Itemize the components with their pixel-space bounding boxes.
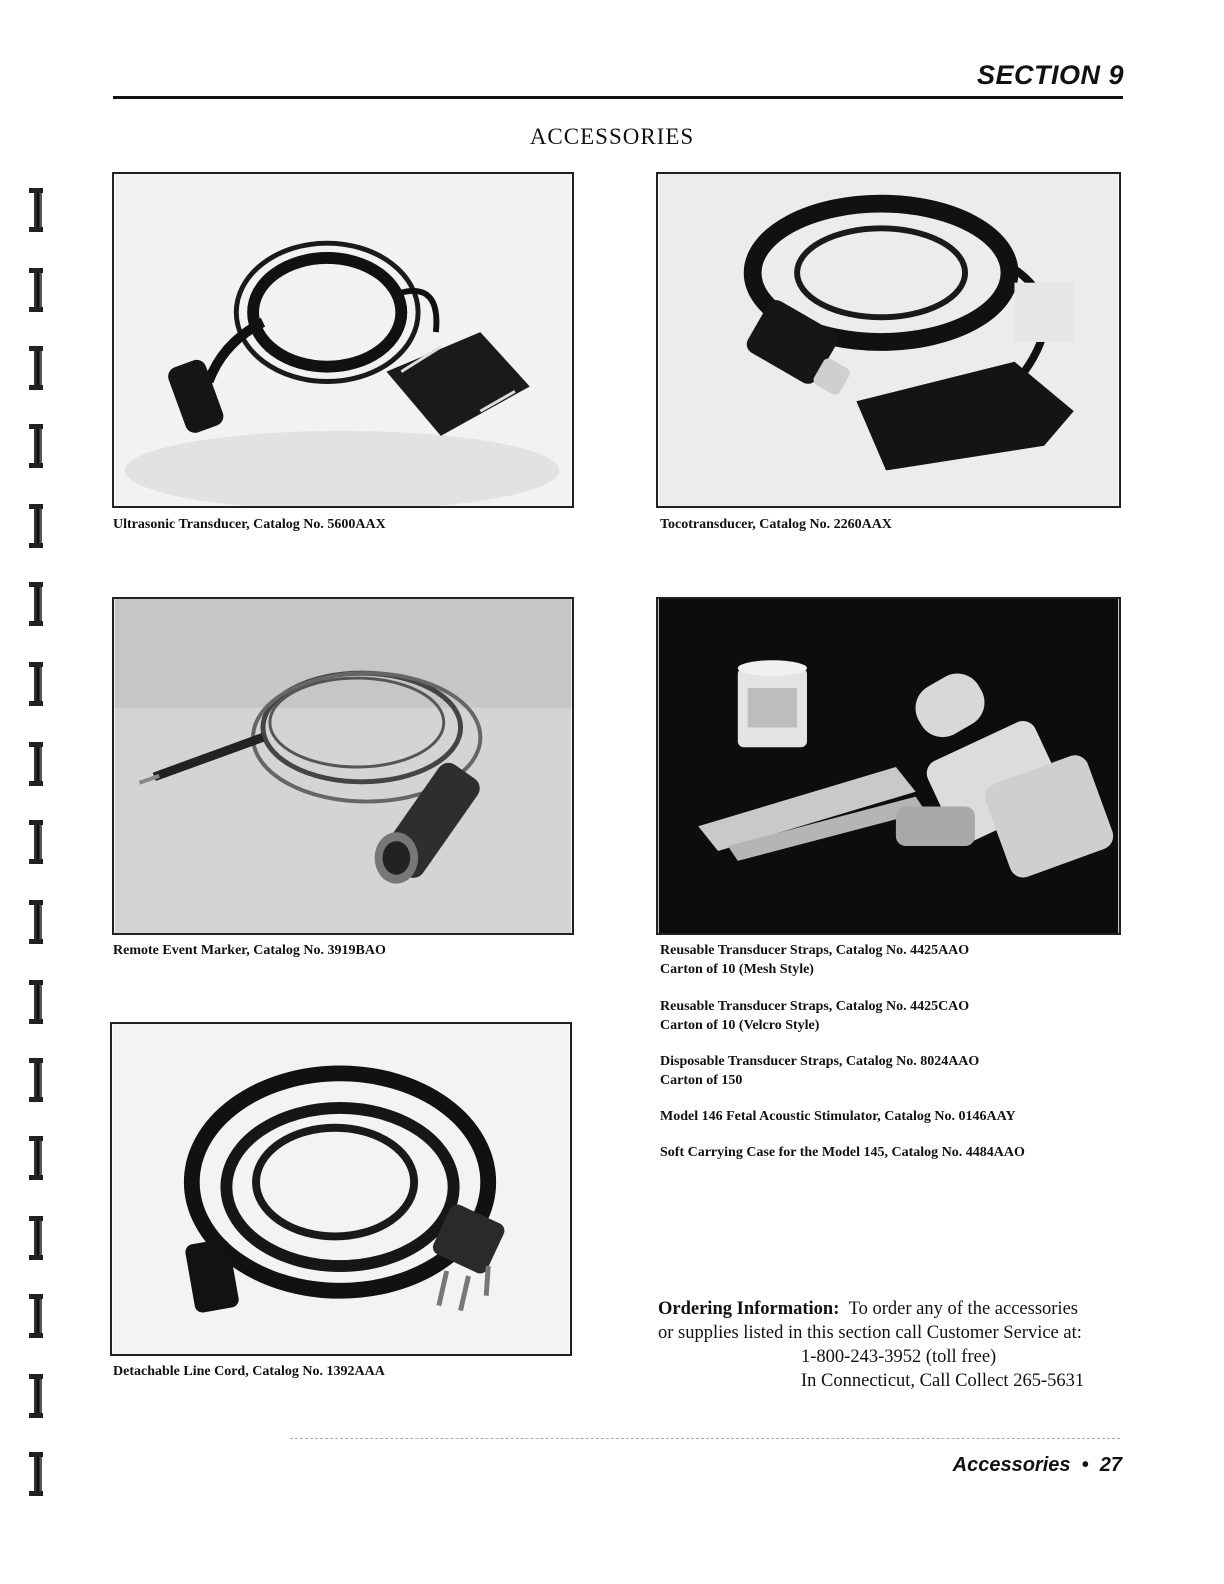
accessory-list [660, 997, 1120, 1179]
ordering-connecticut: In Connecticut, Call Collect 265-5631 [801, 1371, 1085, 1391]
header-rule [113, 96, 1123, 99]
list-item: Soft Carrying Case for the Model 145, Catalog No. 4484AAO [660, 1145, 1025, 1160]
footer-divider [290, 1438, 1120, 1439]
tocotransducer-caption: Tocotransducer, Catalog No. 2260AAX [660, 517, 892, 532]
page-footer: Accessories • 27 [952, 1454, 1122, 1476]
line-cord-photo [110, 1022, 572, 1356]
ordering-text-1: To order any of the accessories [848, 1299, 1078, 1319]
tocotransducer-photo [656, 172, 1121, 508]
ultrasonic-transducer-photo [112, 172, 574, 508]
page-title: ACCESSORIES [529, 124, 695, 149]
section-header: SECTION 9 [976, 60, 1124, 90]
ordering-text-2: or supplies listed in this section call Customer Service at: [658, 1323, 1082, 1343]
transducer-straps-photo [656, 597, 1121, 935]
list-item: Model 146 Fetal Acoustic Stimulator, Catalog No. 0146AAY [660, 1109, 1016, 1124]
remote-event-marker-photo [112, 597, 574, 935]
ordering-information [658, 1297, 1128, 1393]
list-item: Reusable Transducer Straps, Catalog No. 4425CAO Carton of 10 (Velcro Style) [660, 999, 970, 1033]
line-cord-caption: Detachable Line Cord, Catalog No. 1392AAA [113, 1364, 385, 1379]
ultrasonic-caption: Ultrasonic Transducer, Catalog No. 5600AAX [113, 517, 386, 532]
remote-event-marker-caption: Remote Event Marker, Catalog No. 3919BAO [113, 943, 386, 958]
straps-caption-line2: Carton of 10 (Mesh Style) [660, 962, 814, 977]
list-item: Disposable Transducer Straps, Catalog No. 8024AAO Carton of 150 [660, 1054, 980, 1088]
transducer-straps-caption [660, 941, 969, 979]
ordering-phone: 1-800-243-3952 (toll free) [801, 1347, 997, 1367]
straps-caption-line1: Reusable Transducer Straps, Catalog No. 4425AAO [660, 943, 970, 958]
ordering-label: Ordering Information: [658, 1299, 840, 1319]
